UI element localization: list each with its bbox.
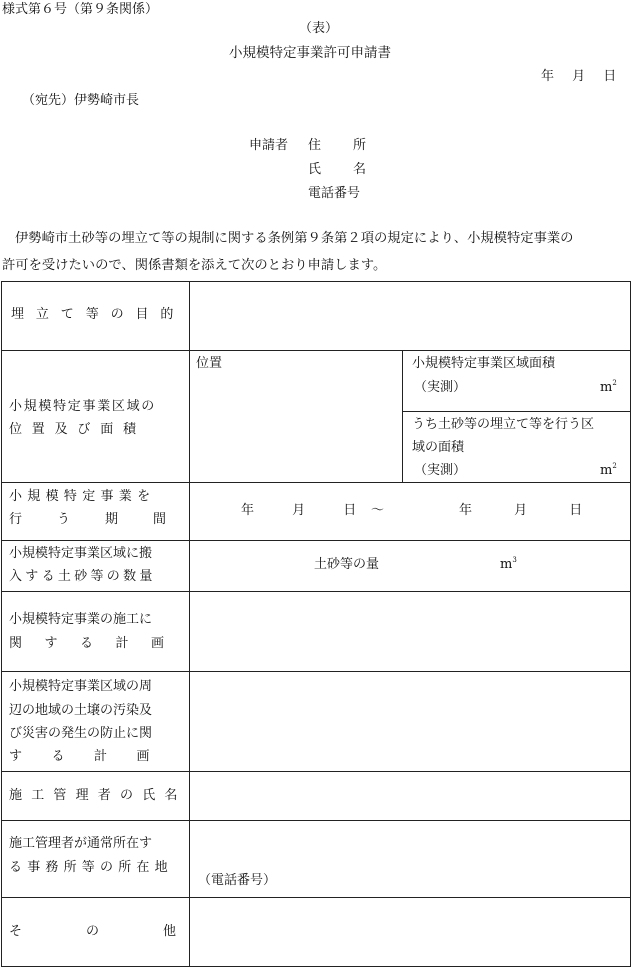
volume-unit: $m^3$ (500, 556, 517, 572)
volume-content-label: 土砂等の量 (314, 557, 380, 572)
body-paragraph (2, 225, 629, 279)
other-label: その他 (9, 924, 241, 939)
form-number: 様式第６号（第９条関係） (2, 2, 159, 17)
prevention-label-line-3: び災害の発生の防止に関 (9, 726, 153, 741)
prevention-label-line-1: 小規模特定事業区域の周 (9, 679, 153, 694)
plan-label-line-2: 関する計画 (9, 636, 187, 651)
manager-office-label-line-1: 施工管理者が通常所在す (9, 836, 153, 851)
manager-name-label: 施工管理者の氏名 (9, 788, 187, 803)
area-size-label: 小規模特定事業区域面積 (412, 356, 556, 371)
header-date: 年 月 日 (541, 69, 617, 84)
side-label: （表） (299, 21, 339, 36)
area-label-line-1: 小規模特定事業区域の (9, 399, 157, 414)
form-title: 小規模特定事業許可申請書 (229, 45, 391, 61)
fill-area-unit: $m^2$ (600, 462, 617, 478)
period-label-line-1: 小規模特定事業を (9, 489, 156, 504)
volume-label-line-1: 小規模特定事業区域に搬 (9, 546, 153, 561)
applicant-address-text: 住所 (308, 138, 399, 153)
period-from-date: 年 月 日 (241, 503, 357, 518)
fill-area-measured-label: （実測） (414, 463, 467, 478)
purpose-label: 埋立て等の目的 (11, 307, 186, 322)
body-line-2: 許可を受けたいので、関係書類を添えて次のとおり申請します。 (2, 258, 387, 273)
manager-office-phone-label: （電話番号） (198, 873, 277, 888)
applicant-phone-label: 電話番号 (308, 186, 361, 201)
manager-office-label-line-2: る事務所等の所在地 (9, 860, 173, 875)
period-label-line-2: 行う期間 (9, 512, 202, 527)
location-label: 位置 (196, 356, 223, 371)
period-to-date: 年 月 日 (459, 503, 583, 518)
prevention-label-line-2: 辺の地域の土壌の汚染及 (9, 703, 153, 718)
prevention-label-line-4: する計画 (9, 749, 180, 764)
period-tilde: ～ (371, 503, 385, 518)
addressee: （宛先）伊勢崎市長 (22, 93, 140, 108)
applicant-name-label: 氏名 (308, 162, 399, 177)
area-measured-label: （実測） (414, 380, 467, 395)
area-unit: $m^2$ (600, 379, 617, 395)
applicant-label: 申請者 (249, 138, 289, 153)
fill-area-label-line-2: 域の面積 (412, 440, 465, 455)
area-label-line-2: 位置及び面積 (9, 422, 146, 437)
body-line-1: 伊勢崎市土砂等の埋立て等の規制に関する条例第９条第２項の規定により、小規模特定事業の (15, 231, 574, 246)
volume-label-line-2: 入する土砂等の数量 (9, 569, 156, 584)
fill-area-label-line-1: うち土砂等の埋立て等を行う区 (412, 417, 595, 432)
plan-label-line-1: 小規模特定事業の施工に (9, 612, 153, 627)
